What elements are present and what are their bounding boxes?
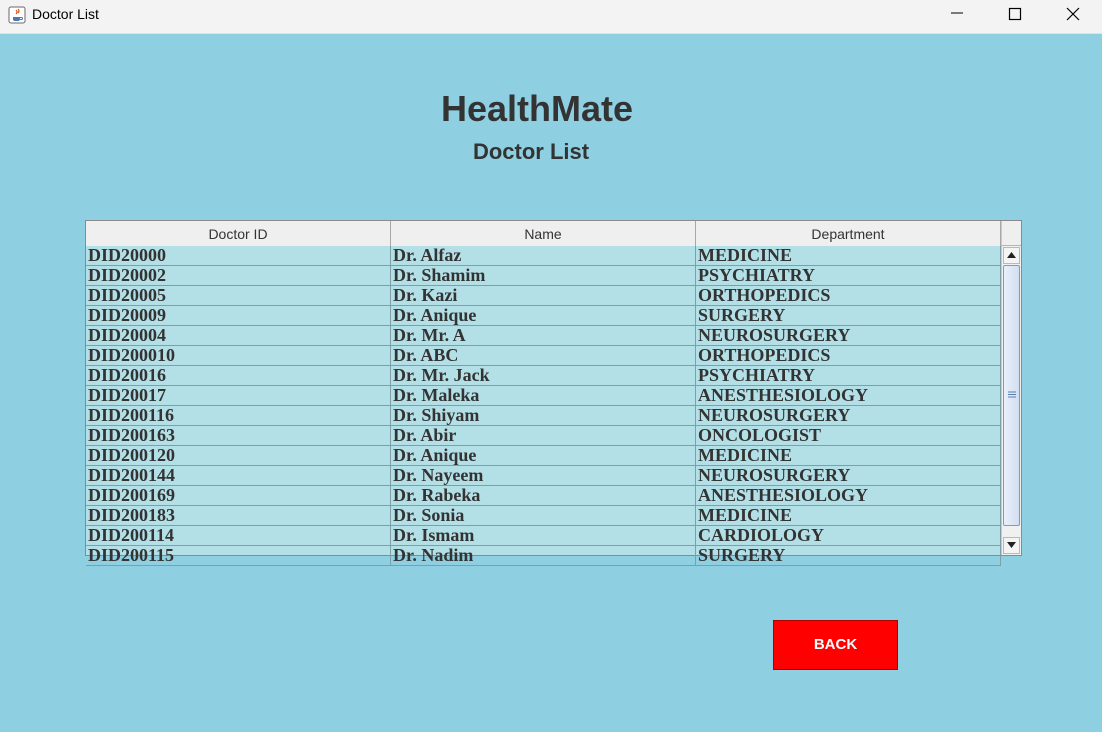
table-header-corner bbox=[1001, 221, 1021, 246]
cell-doctor-id: DID20000 bbox=[86, 246, 391, 265]
table-row[interactable] bbox=[86, 486, 1001, 506]
scroll-grip-icon bbox=[1008, 391, 1016, 398]
app-title: HealthMate bbox=[440, 88, 634, 129]
cell-doctor-id: DID200010 bbox=[86, 346, 391, 365]
cell-doctor-id: DID200114 bbox=[86, 526, 391, 545]
arrow-up-icon bbox=[1007, 252, 1016, 258]
cell-department: ORTHOPEDICS bbox=[696, 346, 1001, 365]
cell-department: MEDICINE bbox=[696, 506, 1001, 525]
column-header-doctor-id[interactable]: Doctor ID bbox=[86, 221, 391, 246]
doctor-table bbox=[85, 220, 1022, 565]
cell-name: Dr. ABC bbox=[391, 346, 696, 365]
close-icon bbox=[1066, 8, 1080, 22]
cell-name: Dr. Anique bbox=[391, 306, 696, 325]
cell-name: Dr. Shiyam bbox=[391, 406, 696, 425]
cell-doctor-id: DID200120 bbox=[86, 446, 391, 465]
column-header-name[interactable]: Name bbox=[391, 221, 696, 246]
cell-department: CARDIOLOGY bbox=[696, 526, 1001, 545]
cell-name: Dr. Nayeem bbox=[391, 466, 696, 485]
table-row[interactable] bbox=[86, 286, 1001, 306]
cell-name: Dr. Rabeka bbox=[391, 486, 696, 505]
table-row[interactable] bbox=[86, 526, 1001, 546]
cell-name: Dr. Nadim bbox=[391, 546, 696, 565]
cell-name: Dr. Alfaz bbox=[391, 246, 696, 265]
cell-name: Dr. Abir bbox=[391, 426, 696, 445]
cell-doctor-id: DID200115 bbox=[86, 546, 391, 565]
cell-department: MEDICINE bbox=[696, 246, 1001, 265]
cell-doctor-id: DID20017 bbox=[86, 386, 391, 405]
table-row[interactable] bbox=[86, 446, 1001, 466]
cell-doctor-id: DID200169 bbox=[86, 486, 391, 505]
cell-department: ONCOLOGIST bbox=[696, 426, 1001, 445]
cell-name: Dr. Mr. Jack bbox=[391, 366, 696, 385]
table-header bbox=[86, 221, 1001, 247]
scroll-thumb[interactable] bbox=[1003, 265, 1020, 526]
cell-doctor-id: DID20004 bbox=[86, 326, 391, 345]
cell-department: PSYCHIATRY bbox=[696, 266, 1001, 285]
table-row[interactable] bbox=[86, 406, 1001, 426]
cell-department: NEUROSURGERY bbox=[696, 406, 1001, 425]
table-row[interactable] bbox=[86, 306, 1001, 326]
cell-department: NEUROSURGERY bbox=[696, 326, 1001, 345]
cell-department: SURGERY bbox=[696, 306, 1001, 325]
table-row[interactable] bbox=[86, 506, 1001, 526]
cell-name: Dr. Ismam bbox=[391, 526, 696, 545]
cell-doctor-id: DID200144 bbox=[86, 466, 391, 485]
scroll-down-button[interactable] bbox=[1003, 537, 1020, 554]
cell-department: PSYCHIATRY bbox=[696, 366, 1001, 385]
cell-name: Dr. Shamim bbox=[391, 266, 696, 285]
table-row[interactable] bbox=[86, 386, 1001, 406]
maximize-icon bbox=[1008, 8, 1022, 22]
cell-department: ORTHOPEDICS bbox=[696, 286, 1001, 305]
table-row[interactable] bbox=[86, 346, 1001, 366]
table-row[interactable] bbox=[86, 466, 1001, 486]
column-header-department[interactable]: Department bbox=[696, 221, 1001, 246]
cell-department: ANESTHESIOLOGY bbox=[696, 386, 1001, 405]
java-app-icon bbox=[8, 6, 26, 24]
page-title: Doctor List bbox=[472, 139, 590, 164]
scroll-up-button[interactable] bbox=[1003, 247, 1020, 264]
arrow-down-icon bbox=[1007, 542, 1016, 548]
cell-doctor-id: DID20016 bbox=[86, 366, 391, 385]
cell-department: ANESTHESIOLOGY bbox=[696, 486, 1001, 505]
cell-doctor-id: DID200183 bbox=[86, 506, 391, 525]
cell-name: Dr. Sonia bbox=[391, 506, 696, 525]
table-row[interactable] bbox=[86, 326, 1001, 346]
minimize-icon bbox=[950, 8, 964, 22]
window-titlebar bbox=[0, 0, 1102, 34]
cell-doctor-id: DID200163 bbox=[86, 426, 391, 445]
back-button[interactable]: BACK bbox=[773, 620, 898, 670]
cell-name: Dr. Maleka bbox=[391, 386, 696, 405]
cell-department: MEDICINE bbox=[696, 446, 1001, 465]
table-body bbox=[86, 245, 1001, 565]
window-title: Doctor List bbox=[32, 6, 99, 22]
maximize-button[interactable] bbox=[986, 0, 1044, 30]
table-row[interactable] bbox=[86, 426, 1001, 446]
cell-name: Dr. Mr. A bbox=[391, 326, 696, 345]
table-row[interactable] bbox=[86, 246, 1001, 266]
cell-department: SURGERY bbox=[696, 546, 1001, 565]
table-row[interactable] bbox=[86, 546, 1001, 566]
table-row[interactable] bbox=[86, 366, 1001, 386]
minimize-button[interactable] bbox=[928, 0, 986, 30]
cell-department: NEUROSURGERY bbox=[696, 466, 1001, 485]
cell-name: Dr. Anique bbox=[391, 446, 696, 465]
cell-doctor-id: DID20009 bbox=[86, 306, 391, 325]
cell-doctor-id: DID20002 bbox=[86, 266, 391, 285]
table-row[interactable] bbox=[86, 266, 1001, 286]
cell-doctor-id: DID20005 bbox=[86, 286, 391, 305]
close-button[interactable] bbox=[1044, 0, 1102, 30]
vertical-scrollbar[interactable] bbox=[1001, 246, 1021, 555]
cell-doctor-id: DID200116 bbox=[86, 406, 391, 425]
cell-name: Dr. Kazi bbox=[391, 286, 696, 305]
